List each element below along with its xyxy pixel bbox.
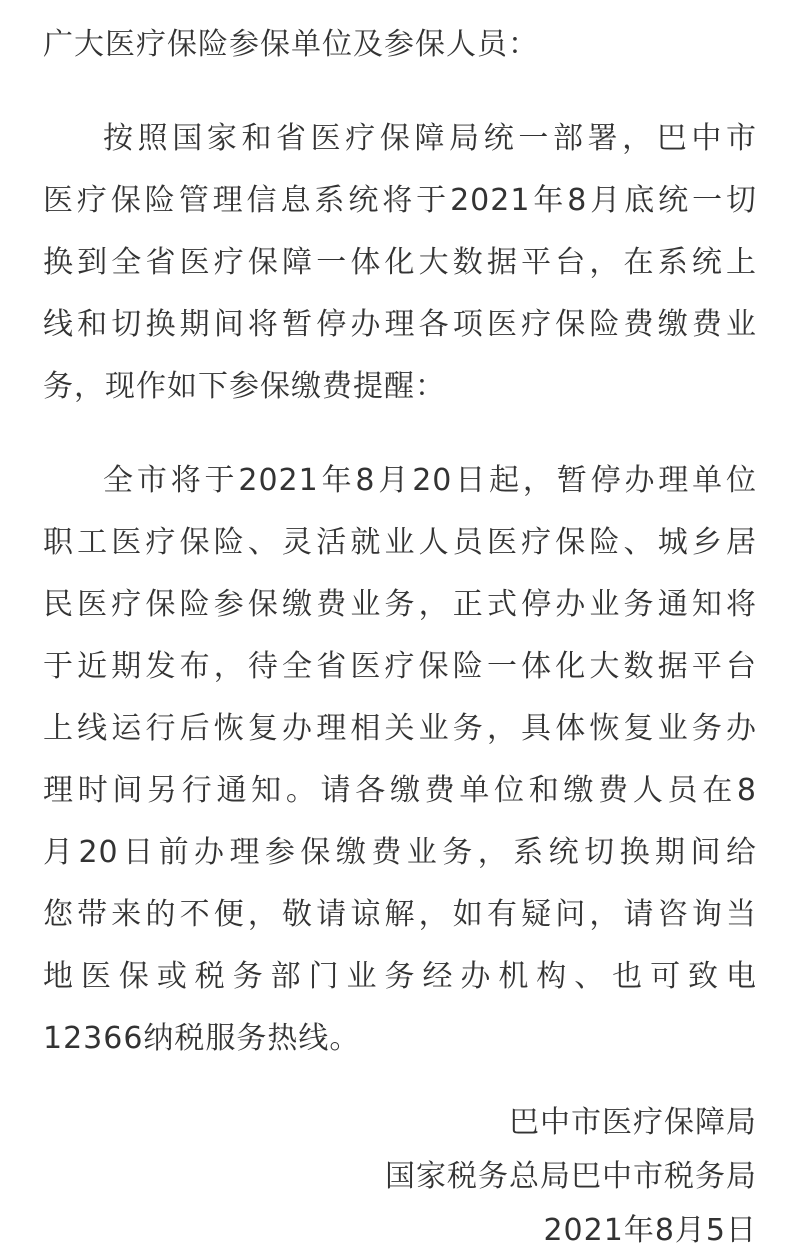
paragraph-gap xyxy=(43,418,757,450)
paragraph-1 xyxy=(43,108,757,418)
paragraph-2-line: 地医保或税务部门业务经办机构、也可致电 xyxy=(43,959,757,994)
signature-date: 2021年8月5日 xyxy=(543,1213,757,1248)
paragraph-1-line: 医疗保险管理信息系统将于2021年8月底统一切 xyxy=(43,183,757,218)
signature-gap xyxy=(43,1070,757,1096)
signature-block xyxy=(43,1096,757,1258)
signature-org-medical: 巴中市医疗保障局 xyxy=(509,1105,757,1140)
paragraph-2 xyxy=(43,450,757,1070)
paragraph-2-line: 民医疗保险参保缴费业务，正式停办业务通知将 xyxy=(43,587,757,622)
paragraph-2-line: 全市将于2021年8月20日起，暂停办理单位 xyxy=(103,463,757,498)
salutation: 广大医疗保险参保单位及参保人员： xyxy=(43,27,539,62)
paragraph-2-line: 12366纳税服务热线。 xyxy=(43,1021,361,1056)
paragraph-2-line: 职工医疗保险、灵活就业人员医疗保险、城乡居 xyxy=(43,525,757,560)
paragraph-2-line: 您带来的不便，敬请谅解，如有疑问，请咨询当 xyxy=(43,897,757,932)
paragraph-1-line: 换到全省医疗保障一体化大数据平台，在系统上 xyxy=(43,245,757,280)
paragraph-1-line: 线和切换期间将暂停办理各项医疗保险费缴费业 xyxy=(43,307,757,342)
paragraph-2-line: 月20日前办理参保缴费业务，系统切换期间给 xyxy=(43,835,757,870)
paragraph-gap xyxy=(43,76,757,108)
signature-org-tax: 国家税务总局巴中市税务局 xyxy=(385,1159,757,1194)
notice-document xyxy=(43,14,757,1258)
paragraph-2-line: 于近期发布，待全省医疗保险一体化大数据平台 xyxy=(43,649,757,684)
paragraph-2-line: 理时间另行通知。请各缴费单位和缴费人员在8 xyxy=(43,773,757,808)
paragraph-1-line: 按照国家和省医疗保障局统一部署，巴中市 xyxy=(103,121,757,156)
paragraph-1-line: 务，现作如下参保缴费提醒： xyxy=(43,369,446,404)
paragraph-2-line: 上线运行后恢复办理相关业务，具体恢复业务办 xyxy=(43,711,757,746)
